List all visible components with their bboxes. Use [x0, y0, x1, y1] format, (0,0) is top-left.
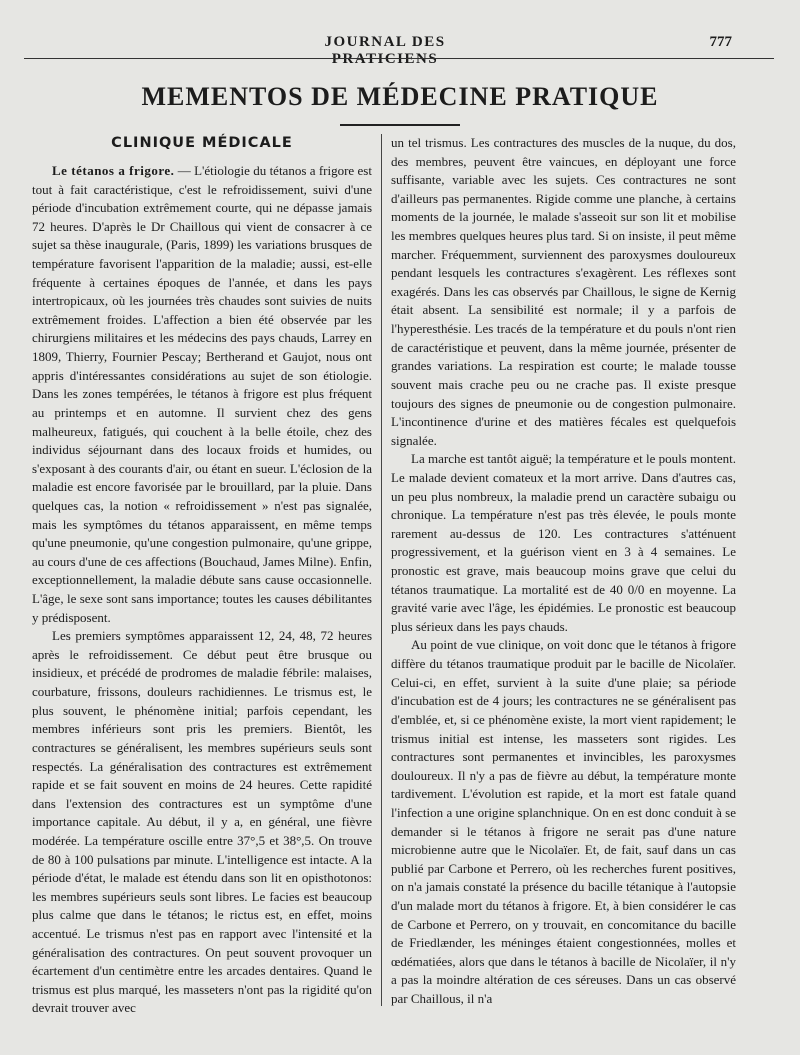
- paragraph: La marche est tantôt aiguë; la température et le pouls montent. Le malade devient comateux et la mort arrive. Dans d'autres cas, un peu plus nombreux, la maladie prend un caractère subaigu ou chronique. La température n'est pas très élevée, le pouls monte rarement au-dessus de 120. Les contractures s'atténuent progressivement, et la guérison vient en 3 à 4 semaines. Le pronostic est grave, mais beaucoup moins grave que celui du tétanos traumatique. La mortalité est de 40 0/0 en moyenne. La gravité varie avec l'âge, les épidémies. Le pronostic est beaucoup plus sérieux dans les pays chauds.: [391, 451, 736, 634]
- right-column: [391, 134, 736, 1010]
- paragraph: Au point de vue clinique, on voit donc que le tétanos à frigore diffère du tétanos traumatique produit par le bacille de Nicolaïer. Celui-ci, en effet, survient à la suite d'une plaie; sa période d'incubation est de 4 jours; les contractures ne se généralisent pas d'emblée, et, si ce phénomène existe, la mort vient rapidement; le trismus initial est intense, les masseters sont rigides. Les contractures sont permanentes et invincibles, les paroxysmes douloureux. Il n'y a pas de fièvre au début, la température monte tardivement. L'évolution est rapide, et la mort est fatale quand l'infection a une origine splanchnique. On en est donc conduit à se demander si le tétanos à frigore ne serait pas d'une nature microbienne autre que le Nicolaïer. Et, de fait, sauf dans un cas publié par Carbone et Perrero, où les recherches furent positives, on n'a jamais constaté la présence du bacille tétanique à l'autopsie d'un malade mort du tétanos à frigore. Et, à bien considérer le cas de Carbone et Perrero, on y trouvait, en concomitance du bacille de Friedlænder, les méninges étaient congestionnées, molles et œdématiées, alors que dans le tétanos à bacille de Nicolaïer, il n'y a pas la moindre altération de ces séreuses. Dans un cas observé par Chaillous, il n'a: [391, 637, 736, 1007]
- article-run-in-title: Le tétanos a frigore.: [52, 163, 175, 178]
- paragraph-text: — L'étiologie du tétanos a frigore est tout à fait caractéristique, c'est le refroidissement, suivi d'une période d'incubation extrêmement courte, qui ne dépasse jamais 72 heures. D'après le Dr Chaillous qui vient de consacrer à ce sujet sa thèse inaugurale, (Paris, 1899) les variations brusques de température favorisent l'apparition de la maladie; aussi, est-elle fréquente à certaines époques de l'année, et dans les pays intertropicaux, où les journées très chaudes sont suivies de nuits extrêmement froides. L'affection a bien été observée par les chirurgiens militaires et les médecins des pays chauds, Larrey en 1809, Thierry, Fournier Pescay; Bertherand et Gaujot, nous ont appris d'intéressantes considérations au sujet de son étiologie. Dans les zones tempérées, le tétanos à frigore est plus fréquent au printemps et en automne. Il survient chez des gens malheureux, fatigués, qui couchent à la belle étoile, chez des individus séjournant dans des locaux froids et humides, ou s'exposant à des courants d'air, ou étant en sueur. L'éclosion de la maladie est encore favorisée par le brouillard, par la pluie. Dans quelques cas, la notion « refroidissement » n'est pas signalée, mais les symptômes du tétanos apparaissent, en même temps qu'une pneumonie, qu'une congestion pulmonaire, qu'une grippe, au cours d'une de ces affections (Bouchaud, James Milne). Enfin, exceptionnellement, la maladie débute sans cause occasionnelle. L'âge, le sexe sont sans importance; toutes les causes débilitantes y prédisposent.: [32, 163, 372, 625]
- column-divider: [381, 134, 382, 1006]
- subsection-heading: CLINIQUE MÉDICALE: [111, 135, 293, 151]
- section-title: MEMENTOS DE MÉDECINE PRATIQUE: [141, 82, 659, 111]
- paragraph: Les premiers symptômes apparaissent 12, 24, 48, 72 heures après le refroidissement. Ce début peut être brusque ou insidieux, et précédé de prodromes de maladie fébrile: malaises, courbature, frissons, douleurs rachidiennes. Le trismus est, le plus souvent, le phénomène initial; parfois cependant, les membres inférieurs sont pris les premiers. Bientôt, les contractures se généralisent, les membres supérieurs seuls sont respectés. La généralisation des contractures est extrêmement rapide et se fait souvent en moins de 24 heures. Cette rapidité dans l'extension des contractures est un symptôme d'une importance capitale. Au début, il y a, en général, une fièvre modérée. La température oscille entre 37°,5 et 38°,5. On trouve de 80 à 100 pulsations par minute. L'intelligence est intacte. A la période d'état, le malade est étendu dans son lit en opisthotonos: les membres supérieurs seuls sont libres. Le facies est beaucoup plus calme que dans le tétanos; le rictus est, en effet, moins accentué. Le trismus n'est pas en rapport avec l'intensité et la généralisation des contractures. On peut souvent provoquer un écartement d'un centimètre entre les arcades dentaires. Quand le trismus est plus marqué, les masseters n'ont pas la rigidité qu'on devrait trouver avec: [32, 628, 372, 1016]
- title-rule: [340, 124, 460, 126]
- paragraph: [32, 162, 372, 627]
- header-rule: [24, 58, 774, 59]
- paragraph: un tel trismus. Les contractures des muscles de la nuque, du dos, des membres, peuvent être vaincues, en déployant une force suffisante, variable avec les sujets. Ces contractures ne sont d'ailleurs pas permanentes. Rigide comme une planche, à certains moments de la journée, le malade s'asseoit sur son lit et mobilise les membres quelques heures plus tard. Si on insiste, il peut même marcher. Fréquemment, surviennent des paroxysmes douloureux pendant lesquels les contractures s'exagèrent. Les réflexes sont exagérés. Dans les cas observés par Chaillous, le signe de Kernig était absent. La sensibilité est normale; il y a parfois de l'hyperesthésie. Les tracés de la température et du pouls n'ont rien de caractéristique et peuvent, dans la même journée, présenter de grandes variations. La respiration est courte; le malade tousse souvent mais crache peu ou ne crache pas. Il existe presque toujours des signes de pneumonie ou de congestion pulmonaire. L'incontinence d'urine et des matières fécales est quelquefois signalée.: [391, 135, 736, 448]
- journal-name: JOURNAL DES PRATICIENS: [324, 34, 446, 67]
- page-number: 777: [709, 34, 732, 50]
- left-column: [32, 162, 372, 1022]
- running-header: [0, 32, 800, 67]
